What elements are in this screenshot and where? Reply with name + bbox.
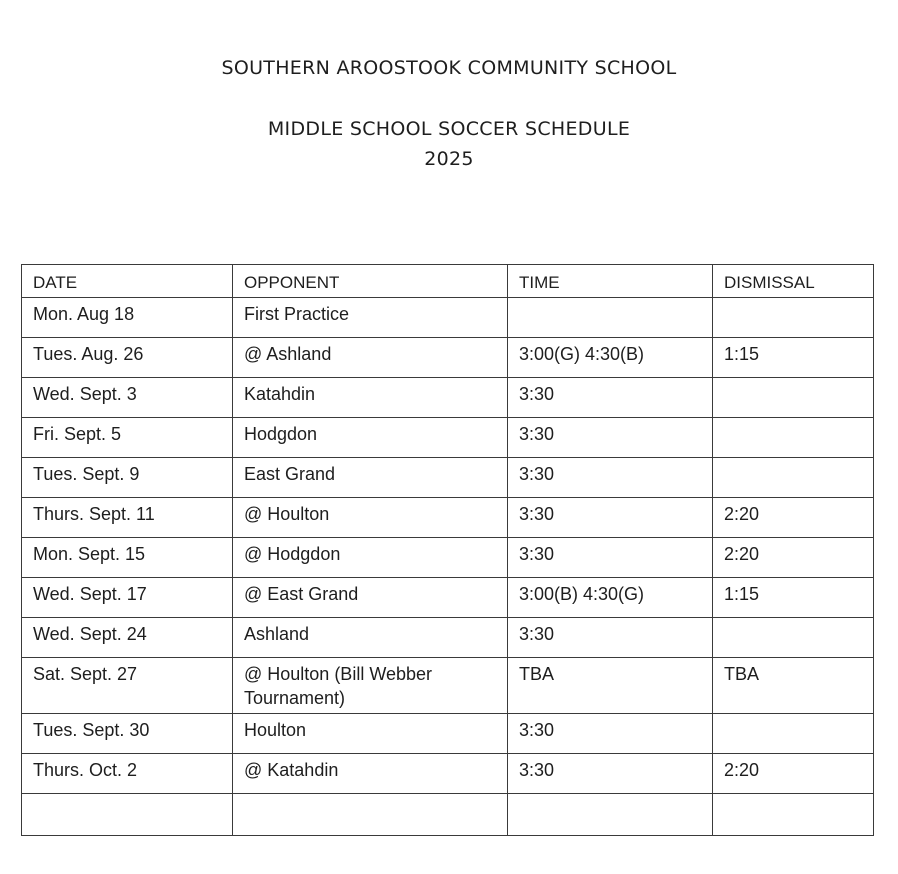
table-row [22, 298, 874, 338]
opponent-cell: Ashland [233, 618, 508, 658]
column-header-opponent: OPPONENT [233, 265, 508, 298]
dismissal-cell [713, 714, 874, 754]
column-header-date: DATE [22, 265, 233, 298]
schedule-year: 2025 [424, 148, 474, 170]
dismissal-cell [713, 418, 874, 458]
table-header-row [22, 265, 874, 298]
date-cell: Tues. Sept. 30 [22, 714, 233, 754]
table-row [22, 538, 874, 578]
date-cell: Tues. Aug. 26 [22, 338, 233, 378]
time-cell: 3:30 [508, 618, 713, 658]
table-row [22, 578, 874, 618]
time-cell [508, 794, 713, 836]
opponent-cell: Katahdin [233, 378, 508, 418]
dismissal-cell [713, 618, 874, 658]
date-cell [22, 794, 233, 836]
schedule-table [21, 264, 874, 836]
date-cell: Wed. Sept. 3 [22, 378, 233, 418]
table-row [22, 754, 874, 794]
table-row [22, 658, 874, 714]
time-cell: 3:00(B) 4:30(G) [508, 578, 713, 618]
opponent-cell: @ Katahdin [233, 754, 508, 794]
opponent-cell [233, 794, 508, 836]
time-cell: 3:30 [508, 418, 713, 458]
table-row [22, 618, 874, 658]
table-row [22, 498, 874, 538]
table-row [22, 378, 874, 418]
school-name: SOUTHERN AROOSTOOK COMMUNITY SCHOOL [221, 57, 677, 79]
column-header-time: TIME [508, 265, 713, 298]
opponent-cell: @ Houlton [233, 498, 508, 538]
dismissal-cell: 1:15 [713, 578, 874, 618]
time-cell: 3:30 [508, 714, 713, 754]
date-cell: Sat. Sept. 27 [22, 658, 233, 714]
table-row [22, 418, 874, 458]
opponent-cell: Hodgdon [233, 418, 508, 458]
time-cell: TBA [508, 658, 713, 714]
time-cell: 3:30 [508, 458, 713, 498]
schedule-title: MIDDLE SCHOOL SOCCER SCHEDULE [267, 118, 631, 140]
dismissal-cell: 2:20 [713, 754, 874, 794]
table-row [22, 458, 874, 498]
opponent-cell: @ Houlton (Bill Webber Tournament) [233, 658, 508, 714]
time-cell: 3:30 [508, 754, 713, 794]
opponent-cell: Houlton [233, 714, 508, 754]
date-cell: Thurs. Sept. 11 [22, 498, 233, 538]
opponent-cell: First Practice [233, 298, 508, 338]
dismissal-cell: 2:20 [713, 498, 874, 538]
opponent-cell: @ Hodgdon [233, 538, 508, 578]
time-cell: 3:30 [508, 538, 713, 578]
time-cell: 3:30 [508, 498, 713, 538]
date-cell: Wed. Sept. 24 [22, 618, 233, 658]
table-row [22, 794, 874, 836]
dismissal-cell [713, 794, 874, 836]
dismissal-cell: TBA [713, 658, 874, 714]
date-cell: Fri. Sept. 5 [22, 418, 233, 458]
opponent-cell: @ Ashland [233, 338, 508, 378]
date-cell: Mon. Sept. 15 [22, 538, 233, 578]
date-cell: Thurs. Oct. 2 [22, 754, 233, 794]
time-cell [508, 298, 713, 338]
time-cell: 3:30 [508, 378, 713, 418]
table-row [22, 338, 874, 378]
dismissal-cell [713, 458, 874, 498]
date-cell: Mon. Aug 18 [22, 298, 233, 338]
dismissal-cell: 1:15 [713, 338, 874, 378]
date-cell: Tues. Sept. 9 [22, 458, 233, 498]
dismissal-cell [713, 378, 874, 418]
column-header-dismissal: DISMISSAL [713, 265, 874, 298]
date-cell: Wed. Sept. 17 [22, 578, 233, 618]
opponent-cell: @ East Grand [233, 578, 508, 618]
time-cell: 3:00(G) 4:30(B) [508, 338, 713, 378]
opponent-cell: East Grand [233, 458, 508, 498]
table-row [22, 714, 874, 754]
dismissal-cell [713, 298, 874, 338]
dismissal-cell: 2:20 [713, 538, 874, 578]
